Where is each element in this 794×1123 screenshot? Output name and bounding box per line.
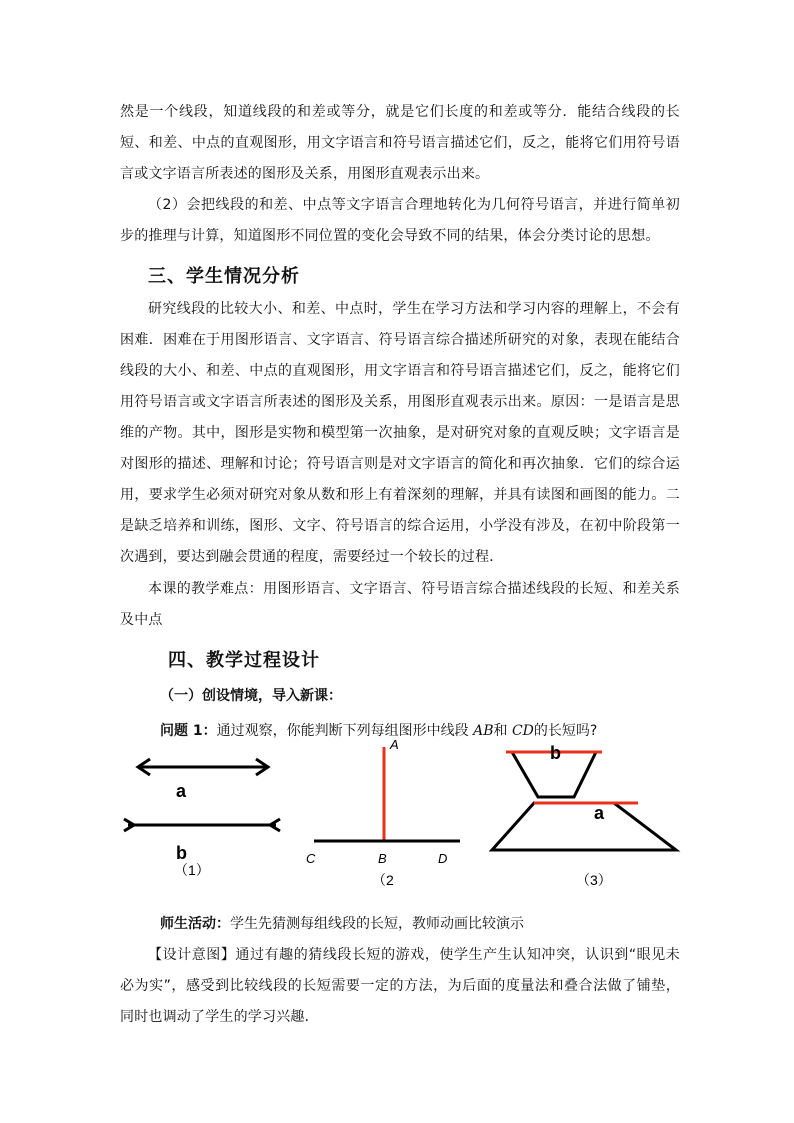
- fig2-label-d: D: [438, 851, 448, 866]
- large-trapezoid: [492, 803, 676, 850]
- intro-paragraph: 然是一个线段，知道线段的和差或等分，就是它们长度的和差或等分．能结合线段的长短、和差、中点的直观图形，用文字语言和符号语言描述它们，反之，能将它们用符号语言或文字语言所表述的图形及关系，用图形直观表示出来。: [120, 104, 680, 182]
- fig2-label-c: C: [306, 851, 316, 866]
- fig3-caption: （3）: [576, 872, 612, 888]
- question-text-before: 通过观察，你能判断下列每组图形中线段: [216, 723, 474, 739]
- activity-text: 学生先猜测每组线段的长短，教师动画比较演示: [230, 916, 524, 932]
- fig2-caption: （2: [372, 872, 394, 888]
- subsection1-title: （一）创设情境，导入新课：: [160, 688, 342, 704]
- figure-3: [492, 743, 676, 888]
- figure-1: [124, 759, 280, 878]
- section4-title: 四、教学过程设计: [168, 650, 320, 671]
- question-text-after: 的长短吗?: [533, 723, 598, 739]
- fig1-label-b: b: [176, 843, 187, 863]
- segment-cd: CD: [511, 723, 534, 739]
- goal-2-paragraph: （2）会把线段的和差、中点等文字语言合理地转化为几何符号语言，并进行简单初步的推理与计算，知道图形不同位置的变化会导致不同的结果，体会分类讨论的思想。: [120, 197, 680, 244]
- fig2-label-b: B: [378, 851, 387, 866]
- question-text-mid: 和: [493, 723, 512, 739]
- design-intent-paragraph: 【设计意图】通过有趣的猜线段长短的游戏，使学生产生认知冲突，认识到“眼见未必为实”，感受到比较线段的长短需要一定的方法，为后面的度量法和叠合法做了铺垫，同时也调动了学生的学习兴趣．: [120, 947, 680, 1025]
- fig2-label-a: A: [390, 737, 399, 752]
- comparison-figure: [110, 735, 690, 895]
- fig3-label-a: a: [594, 803, 605, 823]
- section3-paragraph-2: 本课的教学难点：用图形语言、文字语言、符号语言综合描述线段的长短、和差关系及中点: [120, 581, 680, 628]
- question-label: 问题 1：: [160, 723, 217, 739]
- activity-label: 师生活动：: [160, 916, 230, 932]
- fig1-label-a: a: [176, 781, 187, 801]
- segment-ab: AB: [473, 723, 494, 739]
- figure-2: [306, 737, 460, 888]
- section3-paragraph-1: 研究线段的比较大小、和差、中点时，学生在学习方法和学习内容的理解上，不会有困难．困难在于用图形语言、文字语言、符号语言综合描述所研究的对象，表现在能结合线段的大小、和差、中点的直观图形，用文字语言和符号语言描述它们，反之，能将它们用符号语言或文字语言所表述的图形及关系，用图形直观表示出来。原因：一是语言是思维的产物。其中，图形是实物和模型第一次抽象，是对研究对象的直观反映；文字语言是对图形的描述、理解和讨论；符号语言则是对文字语言的简化和再次抽象．它们的综合运用，要求学生必须对研究对象从数和形上有着深刻的理解，并具有读图和画图的能力。二是缺乏培养和训练，图形、文字、符号语言的综合运用，小学没有涉及，在初中阶段第一次遇到，要达到融会贯通的程度，需要经过一个较长的过程．: [120, 301, 680, 565]
- fig1-caption: （1）: [174, 862, 210, 878]
- section3-title: 三、学生情况分析: [148, 266, 300, 287]
- fig3-label-b: b: [550, 743, 561, 763]
- teacher-student-activity: [160, 913, 524, 933]
